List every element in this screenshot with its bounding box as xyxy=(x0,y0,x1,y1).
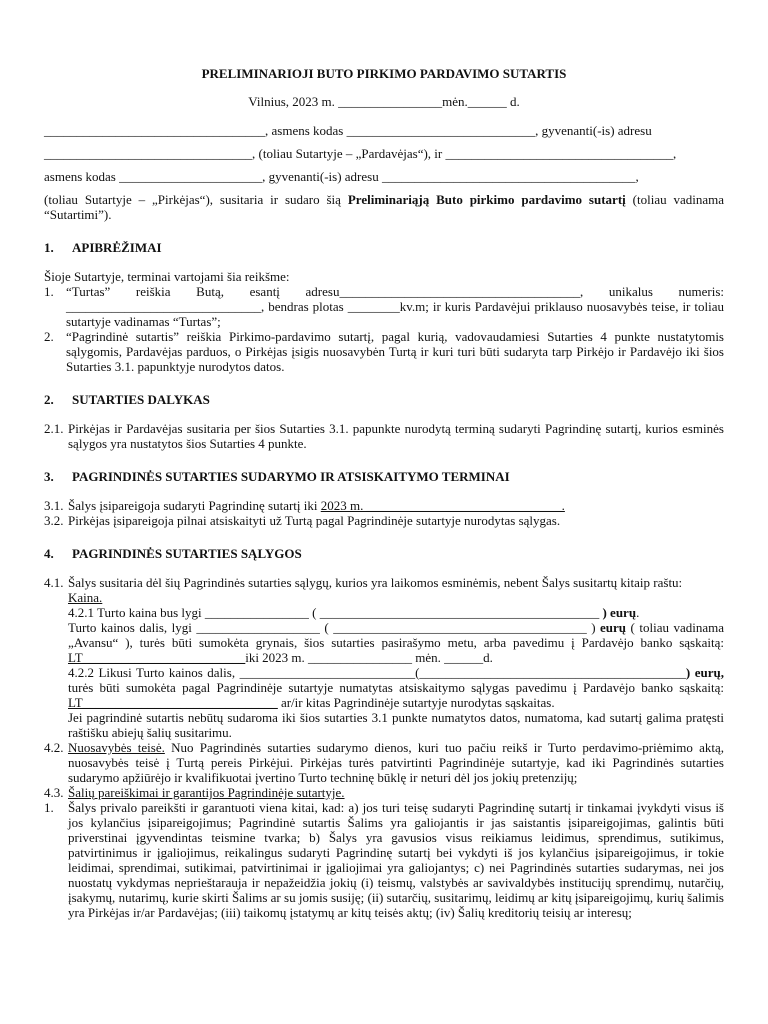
clause-text: Šalys susitaria dėl šių Pagrindinės sutarties sąlygų, kurios yra laikomos esminėmis, nebent Šalys susitartų kitaip raštu: xyxy=(68,575,683,590)
section-3-heading xyxy=(44,469,724,484)
advance-paragraph xyxy=(68,620,724,665)
ownership-subheading: Nuosavybės teisė. xyxy=(68,740,165,755)
definition-item-text: “Pagrindinė sutartis” reiškia Pirkimo-pardavimo sutartį, pagal kurią, vadovaudamiesi Sutarties 4 punkte nustatytomis sąlygomis, Pardavėjas parduos, o Pirkėjas įsigis nuosavybėn Turtą ir kuri turi būti sudaryta tarp Pirkėjo ir Pardavėjo iki šios Sutarties 3.1. papunktyje nurodytos datos. xyxy=(66,329,724,374)
document-title: PRELIMINARIOJI BUTO PIRKIMO PARDAVIMO SUTARTIS xyxy=(201,66,567,81)
clause-item xyxy=(44,498,724,513)
clause-item xyxy=(44,800,724,920)
contract-name-bold: Preliminariąją Buto pirkimo pardavimo sutartį xyxy=(347,192,626,207)
section-2-number: 2. xyxy=(44,392,54,407)
definition-item xyxy=(44,329,724,374)
deadline-date-blank: 2023 m. ______________________________. xyxy=(320,498,565,513)
advance-currency: eurų xyxy=(600,620,627,635)
clause-text: Nuo Pagrindinės sutarties sudarymo dienos, kuri tuo pačiu reikš ir Turto perdavimo-priėmimo aktą, nuosavybės teisė į Turtą pereis Pirkėjui. Pirkėjas turės patvirtinti Pagrindinėje sutartyje, kad iki Pagrindinės sutarties sudarymo apžiūrėjo ir kvalifikuotai įvertino Turto techninę būklę ir neturi dėl jos jokių pretenzijų; xyxy=(68,740,724,785)
section-1-title: APIBRĖŽIMAI xyxy=(72,240,162,255)
clause-number: 3.1. xyxy=(44,498,64,513)
section-1-heading xyxy=(44,240,724,255)
party-line-3: asmens kodas ______________________, gyvenanti(-is) adresu _______________________________________, xyxy=(44,169,639,184)
advance-text: Turto kainos dalis, lygi ___________________ ( _______________________________________ ) xyxy=(68,620,601,635)
clause-number: 2.1. xyxy=(44,421,64,436)
section-2-heading xyxy=(44,392,724,407)
clause-number: 4.3. xyxy=(44,785,64,800)
clause-number: 4.1. xyxy=(44,575,64,590)
clause-item xyxy=(44,785,724,800)
parties-block xyxy=(44,123,724,222)
clause-text: Šalys privalo pareikšti ir garantuoti viena kitai, kad: a) jos turi teisę sudaryti Pagrindinę sutartį ir tinkamai įvykdyti visus iš jos kylančius įsipareigojimus; Pagrindinė sutartis Šalims yra galiojantis ir jas saistantis įsipareigojimas, galintis būti priverstinai įgyvendintas teismine tvarka; b) Šalys yra gavusios visus reikiamus leidimus, sprendimus, sutikimus, patvirtinimus ir įgaliojimus, reikalingus sudaryti Pagrindinę sutartį bei vykdyti iš jos kylančius įsipareigojimus, ir tokie leidimai, sprendimai, sutikimai, patvirtinimai ir įgaliojimai yra galiojantys; c) nei Pagrindinės sutarties sudarymas, nei jos nuostatų vykdymas neprieštarauja ir nepažeidžia jokių (i) teismų, valstybės ar savivaldybės institucijų sprendimų, nutarčių, įsakymų, nutarimų, kurie skirti Šalims ar su jomis susiję; (ii) sutarčių, susitarimų, leidimų ar kitų įsipareigojimų, kurių šalimis yra Pirkėjas ir/ar Pardavėjas; (iii) taikomų įstatymų ar kitų teisės aktų; (iv) Šalių kreditorių teisių ar interesų; xyxy=(68,800,724,920)
clause-item xyxy=(44,421,724,451)
remaining-end: ar/ir kitas Pagrindinėje sutartyje nurodytas sąskaitas. xyxy=(277,695,555,710)
advance-date: iki 2023 m. ________________ mėn. ______d. xyxy=(245,650,493,665)
section-3-number: 3. xyxy=(44,469,54,484)
definition-item xyxy=(44,284,724,329)
section-4-title: PAGRINDINĖS SUTARTIES SĄLYGOS xyxy=(72,546,302,561)
advance-text-cont: ( toliau vadinama „Avansu“ ), turės būti sumokėta grynais, šios sutarties pasirašymo metu, arba pavedimu į Pardavėjo banko sąskaitą: xyxy=(68,620,724,650)
party-line-1: __________________________________, asmens kodas _____________________________, gyvenanti(-is) adresu xyxy=(44,123,652,138)
clause-text: Pirkėjas įsipareigoja pilnai atsiskaityti už Turtą pagal Pagrindinėje sutartyje nurodytas sąlygas. xyxy=(68,513,561,528)
price-paragraph xyxy=(68,605,724,620)
party-line-2: ________________________________, (toliau Sutartyje – „Pardavėjas“), ir ___________________________________, xyxy=(44,146,677,161)
price-currency: ) eurų xyxy=(602,605,637,620)
definition-item-number: 1. xyxy=(44,284,54,299)
section-4-heading xyxy=(44,546,724,561)
warranties-subheading: Šalių pareiškimai ir garantijos Pagrindinėje sutartyje. xyxy=(68,785,345,800)
clause-number: 3.2. xyxy=(44,513,64,528)
clause-number: 1. xyxy=(44,800,54,815)
price-text: 4.2.1 Turto kaina bus lygi ________________ ( ___________________________________________ xyxy=(68,605,603,620)
place-date-line: Vilnius, 2023 m. ________________mėn.______ d. xyxy=(248,94,520,109)
section-3-title: PAGRINDINĖS SUTARTIES SUDARYMO IR ATSISKAITYMO TERMINAI xyxy=(72,469,510,484)
definition-item-text: “Turtas” reiškia Butą, esantį adresu_____________________________________, unikalus numeris: ______________________________, bendras plotas ________kv.m; ir kuris Pardavėjui priklauso nuosavybės teise, ir toliau sutartyje vadinamas “Turtas”; xyxy=(66,284,724,329)
price-end: . xyxy=(636,605,640,620)
section-1-intro: Šioje Sutartyje, terminai vartojami šia reikšme: xyxy=(44,269,290,284)
clause-text: Šalys įsipareigoja sudaryti Pagrindinę sutartį iki xyxy=(68,498,321,513)
section-4-number: 4. xyxy=(44,546,54,561)
definition-item-number: 2. xyxy=(44,329,54,344)
remaining-paragraph xyxy=(68,665,724,710)
price-subheading: Kaina. xyxy=(68,590,103,605)
party-line-4-text: (toliau Sutartyje – „Pirkėjas“), susitaria ir sudaro šią xyxy=(44,192,348,207)
party-line-4-end: (toliau vadinama “Sutartimi”). xyxy=(44,192,725,222)
clause-text: Pirkėjas ir Pardavėjas susitaria per šios Sutarties 3.1. papunkte nurodytą terminą sudaryti Pagrindinę sutartį, kurios esminės sąlygos yra nustatytos šios Sutarties 4 punkte. xyxy=(68,421,724,451)
bank-account-blank: LT______________________________ xyxy=(68,695,278,710)
party-line-4 xyxy=(44,192,724,222)
clause-item xyxy=(44,575,724,740)
extension-paragraph: Jei pagrindinė sutartis nebūtų sudaroma iki šios sutarties 3.1 punkte numatytos datos, numatoma, kad sutartį galima pratęsti raštišku abiejų šalių susitarimu. xyxy=(68,710,724,740)
section-2-title: SUTARTIES DALYKAS xyxy=(72,392,210,407)
clause-item xyxy=(44,513,724,528)
remaining-text: 4.2.2 Likusi Turto kainos dalis, ___________________________(_________________________________________ xyxy=(68,665,686,680)
clause-number: 4.2. xyxy=(44,740,64,755)
clause-item xyxy=(44,740,724,785)
remaining-currency: ) eurų, xyxy=(685,665,724,680)
remaining-text-cont: turės būti sumokėta pagal Pagrindinėje sutartyje numatytas atsiskaitymo sąlygas pavedimu į Pardavėjo banko sąskaitą: xyxy=(68,680,724,695)
bank-account-blank: LT_________________________ xyxy=(68,650,246,665)
section-1-number: 1. xyxy=(44,240,54,255)
